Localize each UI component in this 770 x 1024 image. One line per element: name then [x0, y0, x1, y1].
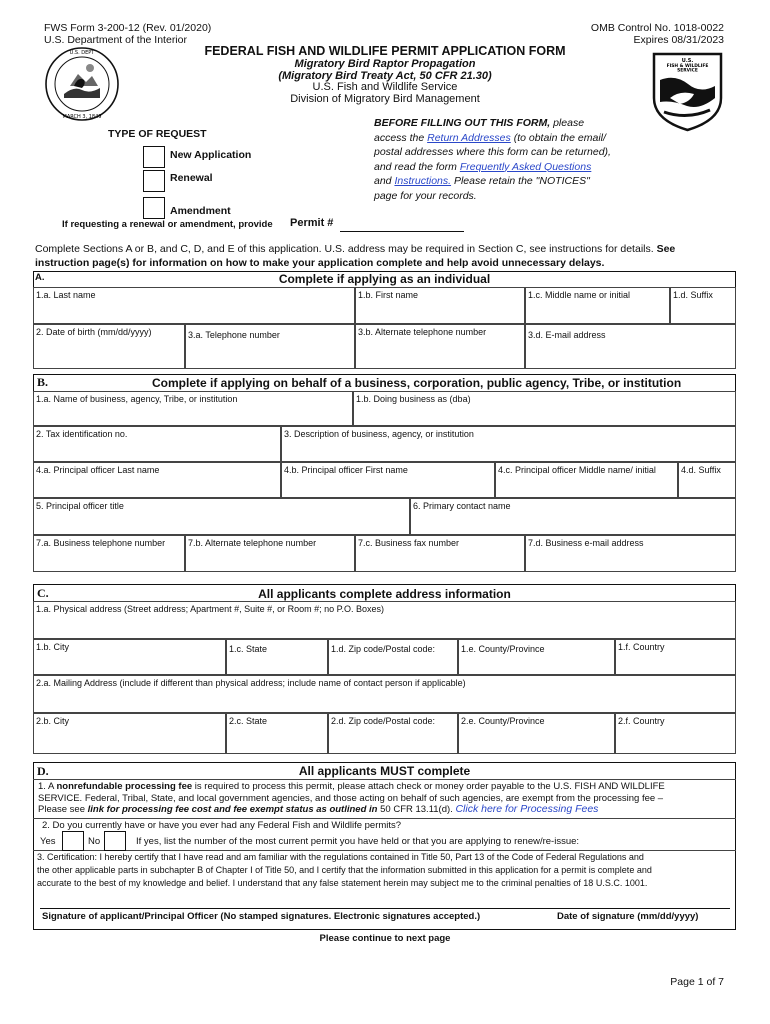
dba-field[interactable]: 1.b. Doing business as (dba)	[353, 391, 736, 426]
officer-middle-name-field[interactable]: 4.c. Principal officer Middle name/ initial	[495, 462, 678, 498]
amendment-label: Amendment	[170, 205, 231, 217]
fee-text-bold: nonrefundable processing fee	[56, 781, 193, 792]
yes-checkbox[interactable]	[62, 831, 84, 851]
processing-fees-link[interactable]: Click here for Processing Fees	[455, 803, 599, 815]
section-c-title: All applicants complete address information	[258, 587, 511, 601]
page-number: Page 1 of 7	[670, 976, 724, 988]
tax-id-field[interactable]: 2. Tax identification no.	[33, 426, 281, 462]
officer-first-name-field[interactable]: 4.b. Principal officer First name	[281, 462, 495, 498]
fee-text-a: 1. A	[38, 781, 57, 792]
officer-last-name-field[interactable]: 4.a. Principal officer Last name	[33, 462, 281, 498]
mailing-country-field[interactable]: 2.f. Country	[615, 713, 736, 754]
intro-line-2: instruction page(s) for information on how to make your application complete and help avoid unnecessary delays.	[35, 256, 605, 269]
section-d-letter: D.	[37, 764, 49, 778]
form-number: FWS Form 3-200-12 (Rev. 01/2020)	[44, 22, 212, 34]
signature-date-label: Date of signature (mm/dd/yyyy)	[557, 911, 699, 922]
permit-number-input[interactable]	[340, 218, 464, 232]
form-subtitle: Migratory Bird Raptor Propagation	[294, 58, 476, 70]
before-text-4: postal addresses where this form can be returned),	[374, 146, 611, 158]
fee-text-line3a: Please see	[38, 804, 88, 815]
signature-label: Signature of applicant/Principal Officer (No stamped signatures. Electronic signatures accepted.)	[42, 911, 481, 922]
no-label: No	[88, 836, 101, 847]
section-d-title: All applicants MUST complete	[298, 764, 471, 778]
last-name-field[interactable]: 1.a. Last name	[33, 287, 355, 324]
mailing-county-field[interactable]: 2.e. County/Province	[458, 713, 615, 754]
physical-address-field[interactable]: 1.a. Physical address (Street address; Apartment #, Suite #, or Room #; no P.O. Boxes)	[33, 601, 736, 639]
mailing-address-field[interactable]: 2.a. Mailing Address (include if different than physical address; include name of contact person if applicable)	[33, 675, 736, 713]
telephone-field[interactable]: 3.a. Telephone number	[185, 324, 355, 369]
primary-contact-field[interactable]: 6. Primary contact name	[410, 498, 736, 535]
processing-fee-text	[38, 781, 732, 816]
department-name: U.S. Department of the Interior	[44, 34, 187, 46]
before-filling-notice	[374, 116, 654, 203]
permit-prompt: If requesting a renewal or amendment, provide	[62, 219, 273, 230]
country-field[interactable]: 1.f. Country	[615, 639, 736, 675]
svg-text:U.S.: U.S.	[681, 58, 694, 64]
faq-link[interactable]: Frequently Asked Questions	[459, 160, 592, 173]
fee-text-line2: SERVICE. Federal, Tribal, State, and local government agencies, and those acting on behalf of such agencies, are exempt from the processing fee –	[38, 792, 664, 804]
mailing-zip-field[interactable]: 2.d. Zip code/Postal code:	[328, 713, 458, 754]
middle-name-field[interactable]: 1.c. Middle name or initial	[525, 287, 670, 324]
permit-history-question: 2. Do you currently have or have you ever had any Federal Fish and Wildlife permits?	[42, 820, 402, 831]
business-alt-phone-field[interactable]: 7.b. Alternate telephone number	[185, 535, 355, 572]
doi-seal-logo	[44, 46, 120, 122]
before-text-7: Please retain the "NOTICES"	[451, 175, 590, 187]
suffix-field[interactable]: 1.d. Suffix	[670, 287, 736, 324]
before-text-1: please	[550, 117, 585, 129]
business-fax-field[interactable]: 7.c. Business fax number	[355, 535, 525, 572]
date-of-birth-field[interactable]: 2. Date of birth (mm/dd/yyyy)	[33, 324, 185, 369]
before-text-2: access the	[374, 131, 428, 144]
fws-logo	[650, 50, 725, 132]
svg-text:U.S. DEPT: U.S. DEPT	[69, 50, 95, 56]
county-field[interactable]: 1.e. County/Province	[458, 639, 615, 675]
fee-text-line3c: 50 CFR 13.11(d).	[377, 804, 456, 815]
renewal-label: Renewal	[170, 172, 213, 184]
intro-see: See	[653, 243, 676, 255]
signature-line[interactable]	[40, 908, 730, 909]
alt-telephone-field[interactable]: 3.b. Alternate telephone number	[355, 324, 525, 369]
instructions-link[interactable]: Instructions.	[394, 175, 452, 187]
officer-suffix-field[interactable]: 4.d. Suffix	[678, 462, 736, 498]
certification-text	[37, 851, 735, 890]
fee-text-line3b: link for processing fee cost and fee exempt status as outlined in	[87, 804, 378, 815]
first-name-field[interactable]: 1.b. First name	[355, 287, 525, 324]
business-phone-field[interactable]: 7.a. Business telephone number	[33, 535, 185, 572]
yes-label: Yes	[40, 836, 56, 847]
cert-line-2: the other applicable parts in subchapter B of Chapter I of Title 50, and I certify that the information submitted in this application for a permit is complete and	[37, 865, 652, 875]
mailing-city-field[interactable]: 2.b. City	[33, 713, 226, 754]
intro-line-1: Complete Sections A or B, and C, D, and E of this application. U.S. address may be required in Section C, see instructions for details.	[35, 243, 654, 255]
section-a-title: Complete if applying as an individual	[278, 272, 491, 286]
new-application-label: New Application	[170, 149, 252, 161]
before-text-8: page for your records.	[374, 189, 477, 202]
request-type-heading: TYPE OF REQUEST	[108, 128, 207, 140]
before-text-6: and	[374, 175, 395, 187]
new-application-checkbox[interactable]	[143, 146, 165, 168]
renewal-checkbox[interactable]	[143, 170, 165, 192]
permit-number-label: Permit #	[290, 217, 334, 229]
before-filling-lead: BEFORE FILLING OUT THIS FORM,	[374, 117, 551, 129]
agency-name: U.S. Fish and Wildlife Service	[312, 81, 458, 93]
svg-text:MARCH 3, 1849: MARCH 3, 1849	[62, 114, 102, 120]
svg-text:SERVICE: SERVICE	[677, 68, 698, 74]
continue-notice: Please continue to next page	[319, 933, 451, 944]
return-addresses-link[interactable]: Return Addresses	[427, 131, 511, 144]
intro-instructions	[35, 243, 735, 270]
expiration-date: Expires 08/31/2023	[633, 34, 724, 46]
email-field[interactable]: 3.d. E-mail address	[525, 324, 736, 369]
no-checkbox[interactable]	[104, 831, 126, 851]
section-c-letter: C.	[37, 586, 49, 600]
section-b-letter: B.	[37, 375, 49, 389]
section-b-title: Complete if applying on behalf of a business, corporation, public agency, Tribe, or institution	[152, 376, 682, 390]
fee-text-b: is required to process this permit, please attach check or money order payable to the U.S. FISH AND WILDLIFE	[192, 781, 665, 792]
section-a-letter: A.	[35, 272, 45, 283]
svg-text:FISH & WILDLIFE: FISH & WILDLIFE	[666, 64, 709, 69]
form-title: FEDERAL FISH AND WILDLIFE PERMIT APPLICATION FORM	[204, 44, 566, 58]
form-regulation: (Migratory Bird Treaty Act, 50 CFR 21.30)	[278, 70, 492, 82]
division-name: Division of Migratory Bird Management	[290, 93, 480, 105]
cert-line-1: 3. Certification: I hereby certify that I have read and am familiar with the regulations contained in Title 50, Part 13 of the Code of Federal Regulations and	[37, 852, 644, 862]
state-field[interactable]: 1.c. State	[226, 639, 328, 675]
business-email-field[interactable]: 7.d. Business e-mail address	[525, 535, 736, 572]
business-description-field[interactable]: 3. Description of business, agency, or institution	[281, 426, 736, 462]
before-text-5: and read the form	[374, 160, 460, 173]
zip-field[interactable]: 1.d. Zip code/Postal code:	[328, 639, 458, 675]
amendment-checkbox[interactable]	[143, 197, 165, 219]
omb-control-number: OMB Control No. 1018-0022	[590, 22, 724, 34]
cert-line-3: accurate to the best of my knowledge and belief. I understand that any false statement herein may subject me to the criminal penalties of 18 U.S.C. 1001.	[37, 878, 648, 888]
business-name-field[interactable]: 1.a. Name of business, agency, Tribe, or institution	[33, 391, 353, 426]
city-field[interactable]: 1.b. City	[33, 639, 226, 675]
mailing-state-field[interactable]: 2.c. State	[226, 713, 328, 754]
officer-title-field[interactable]: 5. Principal officer title	[33, 498, 410, 535]
before-text-3: (to obtain the email/	[510, 131, 606, 144]
permit-followup-label: If yes, list the number of the most current permit you have held or that you are applying to renew/re-issue:	[136, 836, 580, 847]
